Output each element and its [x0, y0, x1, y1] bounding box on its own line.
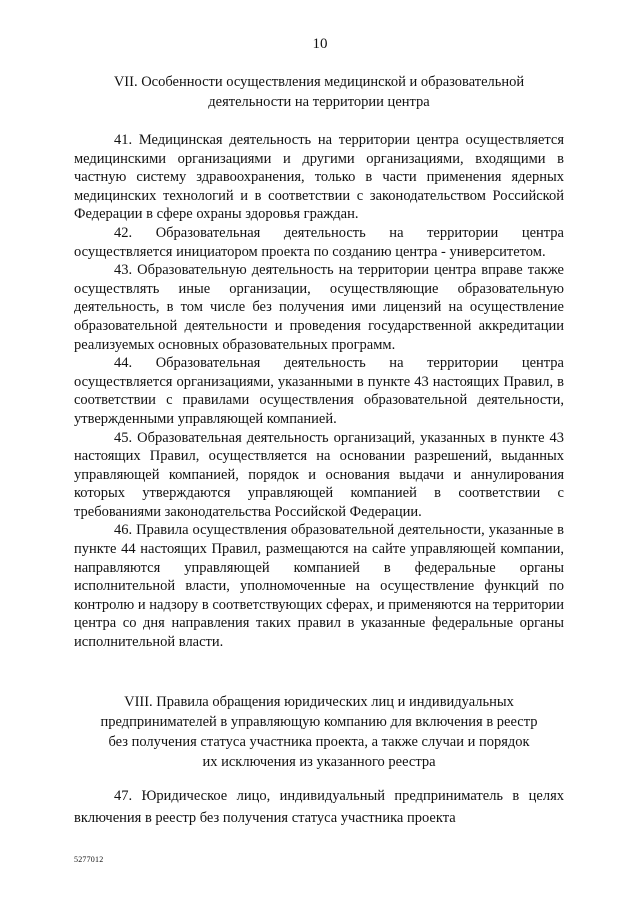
paragraph-43: 43. Образовательную деятельность на территории центра вправе также осуществлять иные организации, осуществляющие образовательную деятельность, в том числе без получения ими лицензий на осуществление образовательной деятельности и проведения государственной аккредитации реализуемых основных образовательных программ. [74, 262, 564, 353]
section-8-heading-line-2: предпринимателей в управляющую компанию для включения в реестр [100, 714, 538, 730]
section-8-body [74, 785, 564, 829]
paragraph-41: 41. Медицинская деятельность на территории центра осуществляется медицинскими организациями и другими организациями, входящими в частную систему здравоохранения, только в части применения ядерных медицинских технологий и в соответствии с законодательством Российской Федерации в сфере охраны здоровья граждан. [74, 132, 564, 223]
paragraph-42: 42. Образовательная деятельность на территории центра осуществляется инициатором проекта по созданию центра - университетом. [74, 224, 564, 260]
paragraph-45: 45. Образовательная деятельность организаций, указанных в пункте 43 настоящих Правил, осуществляется на основании разрешений, выданных управляющей компанией, порядок и основания выдачи и аннулирования которых утверждаются управляющей компанией в соответствии с требованиями законодательства Российской Федерации. [74, 429, 564, 520]
paragraph-46: 46. Правила осуществления образовательной деятельности, указанные в пункте 44 настоящих Правил, размещаются на сайте управляющей компании, направляются управляющей компанией в федеральные органы исполнительной власти, уполномоченные на осуществление функций по контролю и надзору в соответствующих сферах, и применяются на территории центра со дня направления таких правил в указанные федеральные органы исполнительной власти. [74, 522, 564, 651]
paragraph-44: 44. Образовательная деятельность на территории центра осуществляется организациями, указанными в пункте 43 настоящих Правил, в соответствии с правилами осуществления образовательной деятельности, утвержденными управляющей компанией. [74, 355, 564, 427]
section-7-heading-line-1: VII. Особенности осуществления медицинской и образовательной [113, 74, 525, 90]
section-8-heading-line-4: их исключения из указанного реестра [202, 754, 436, 770]
section-7-heading-line-2: деятельности на территории центра [208, 94, 430, 110]
page-number: 10 [312, 36, 328, 52]
section-8-heading-line-1: VIII. Правила обращения юридических лиц и индивидуальных [124, 694, 514, 710]
section-8-heading-line-3: без получения статуса участника проекта, а также случаи и порядок [108, 734, 530, 750]
footer-document-code: 5277012 [74, 855, 104, 864]
section-7-body [74, 131, 564, 652]
section-7-heading [74, 72, 564, 112]
paragraph-47: 47. Юридическое лицо, индивидуальный предприниматель в целях включения в реестр без получения статуса участника проекта [74, 788, 564, 826]
section-8-heading [74, 692, 564, 772]
